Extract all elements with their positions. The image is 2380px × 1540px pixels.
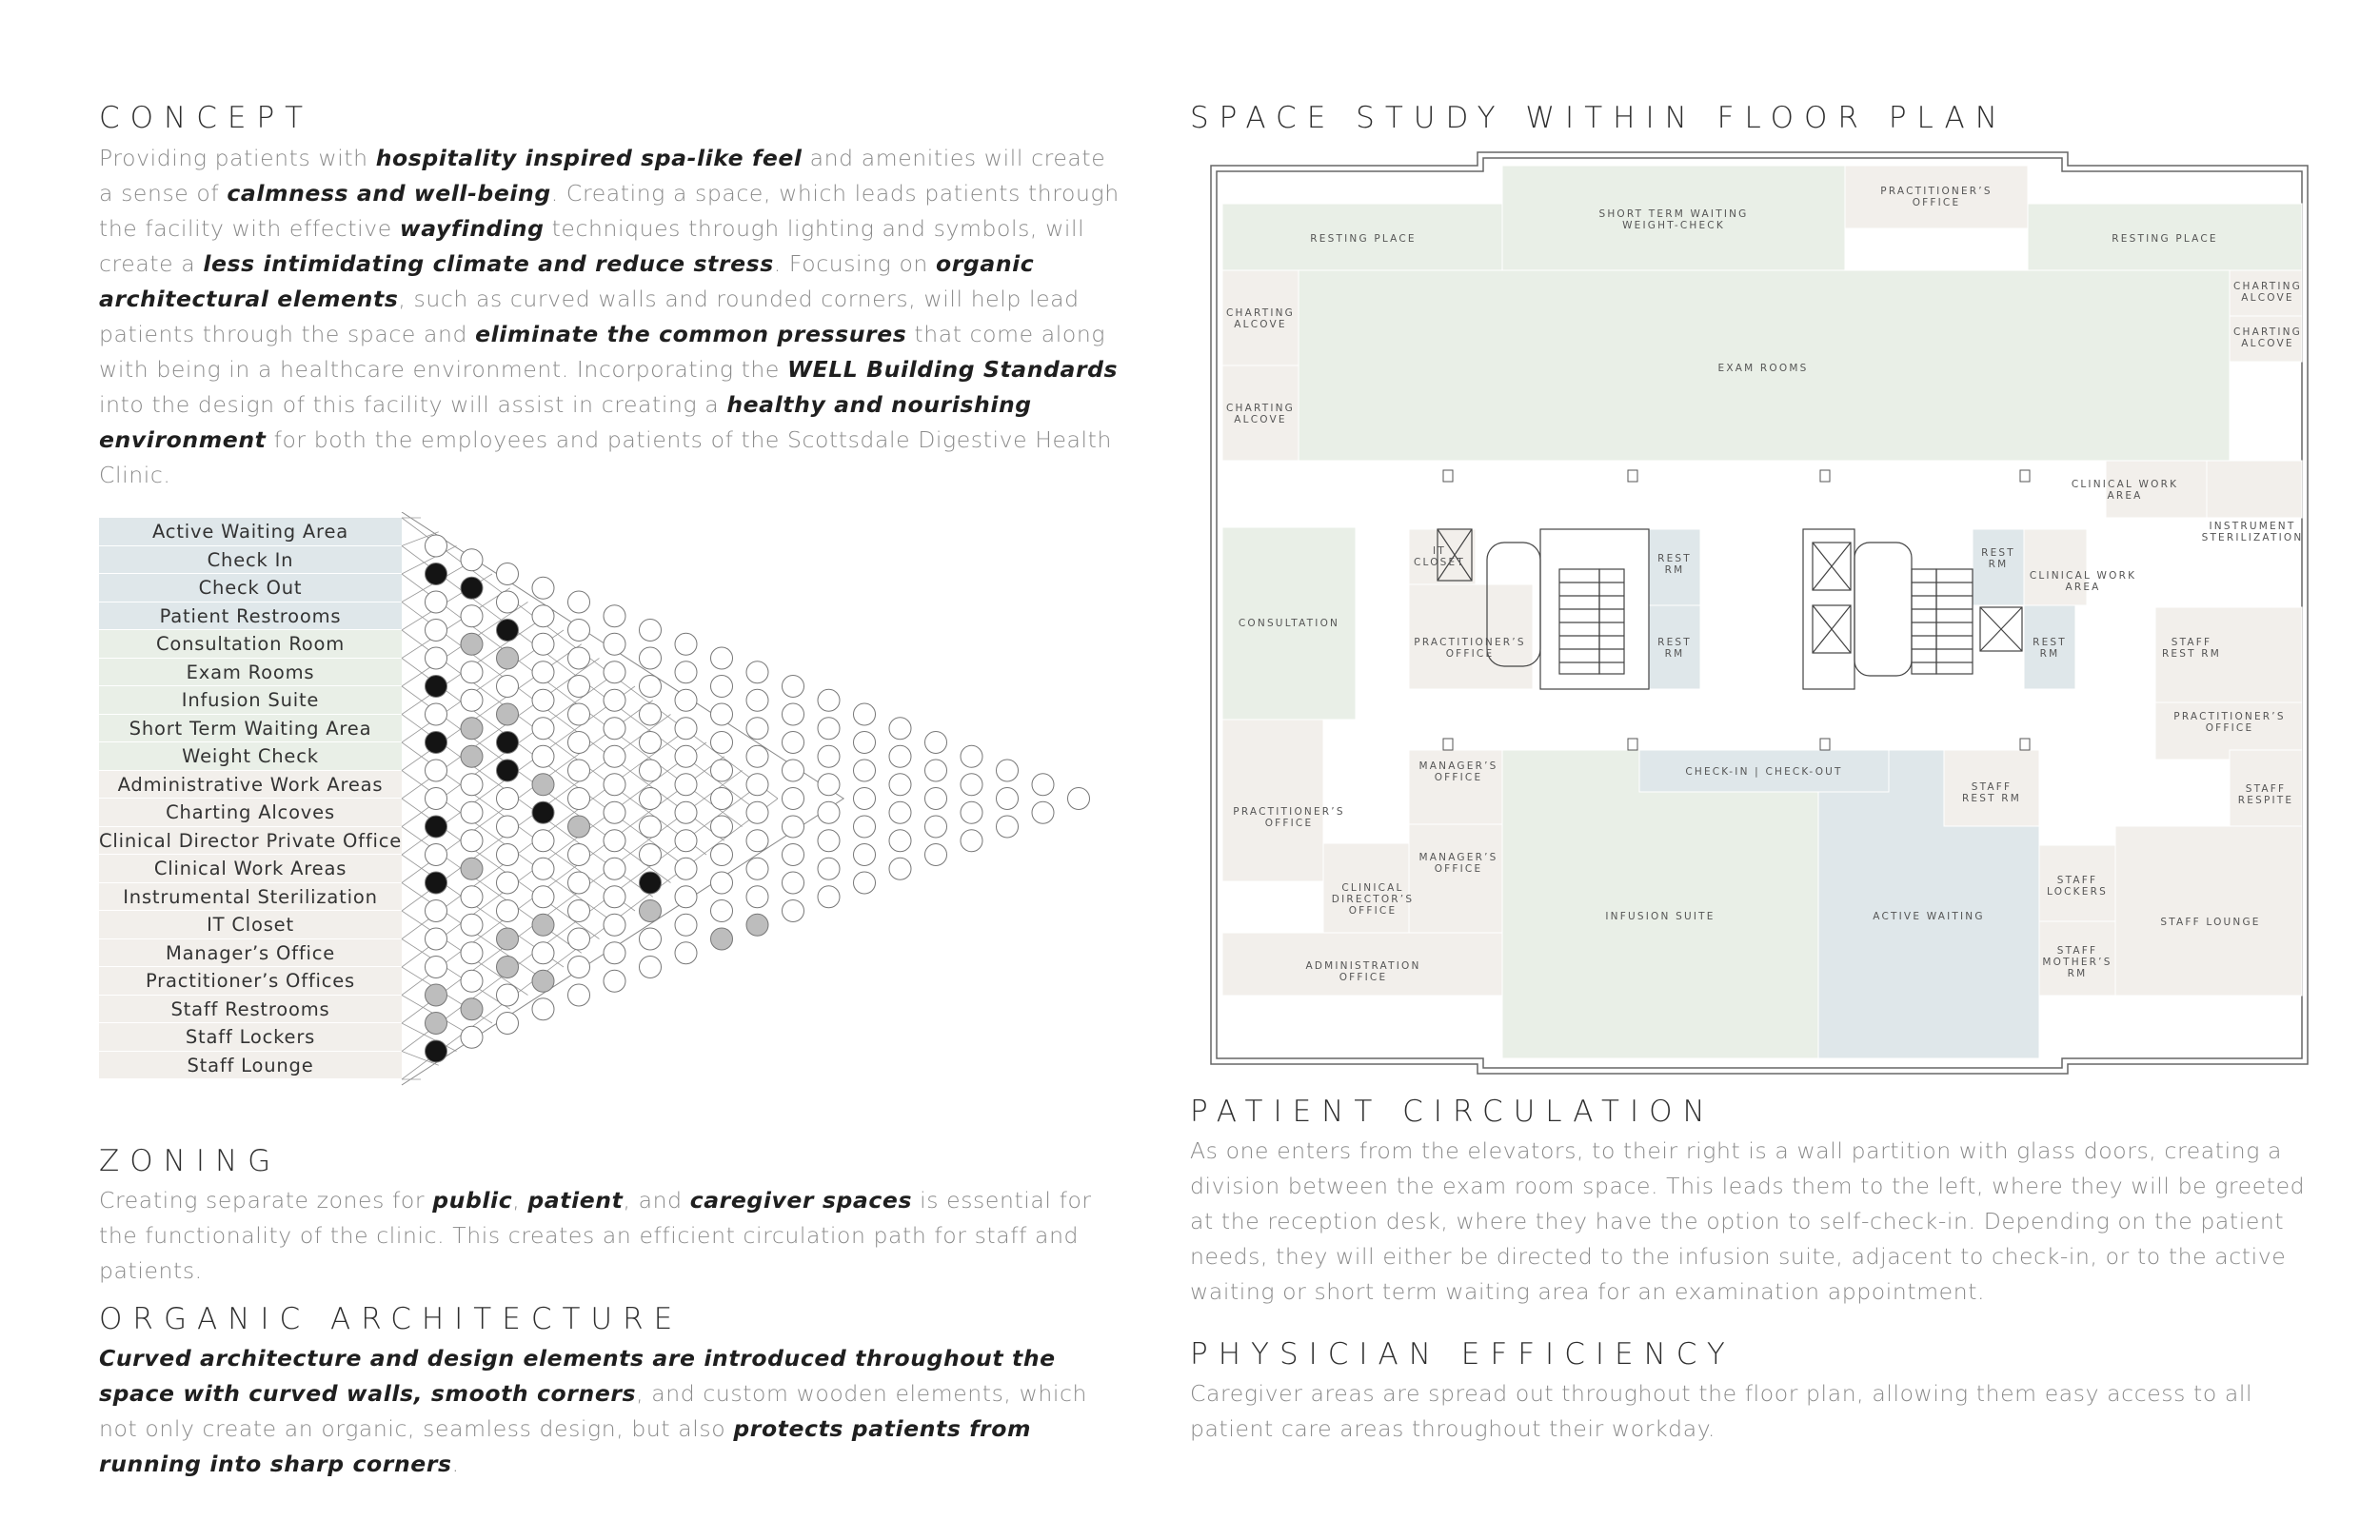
- body-text: , such as curved walls and rounded corners, will help lead patients through the space and: [99, 286, 1080, 347]
- zone-fills: [1222, 166, 2302, 1058]
- matrix-adjacency-dot: [854, 703, 876, 725]
- matrix-adjacency-dot: [426, 957, 447, 978]
- matrix-adjacency-dot: [818, 745, 840, 767]
- room-label: RESTING PLACE: [1310, 233, 1417, 245]
- matrix-adjacency-dot: [568, 844, 590, 866]
- matrix-adjacency-dot: [783, 732, 804, 754]
- room-label: EXAM ROOMS: [1717, 363, 1809, 374]
- room-label: PRACTITIONER’S OFFICE: [1880, 186, 1993, 208]
- matrix-adjacency-dot: [426, 591, 447, 613]
- room-label: REST RM: [1657, 553, 1692, 576]
- matrix-adjacency-dot: [711, 844, 733, 866]
- matrix-adjacency-dot: [568, 900, 590, 922]
- matrix-adjacency-dot: [818, 689, 840, 711]
- room-label: PRACTITIONER’S OFFICE: [1414, 637, 1526, 660]
- organic-architecture-heading: ORGANIC ARCHITECTURE: [99, 1302, 684, 1336]
- matrix-adjacency-dot: [1068, 788, 1090, 810]
- matrix-adjacency-dot: [783, 703, 804, 725]
- matrix-adjacency-dot: [961, 745, 982, 767]
- matrix-adjacency-dot: [426, 760, 447, 781]
- matrix-adjacency-dot: [818, 801, 840, 823]
- matrix-adjacency-dot: [461, 689, 483, 711]
- matrix-adjacency-dot: [604, 774, 625, 796]
- matrix-adjacency-dot: [426, 620, 447, 642]
- matrix-adjacency-dot: [497, 984, 519, 1006]
- matrix-row-label: Active Waiting Area: [99, 518, 402, 546]
- matrix-adjacency-dot: [675, 886, 697, 908]
- matrix-adjacency-dot: [675, 633, 697, 655]
- matrix-adjacency-dot: [497, 647, 519, 669]
- matrix-adjacency-dot: [497, 816, 519, 838]
- matrix-adjacency-dot: [461, 942, 483, 964]
- space-study-heading: SPACE STUDY WITHIN FLOOR PLAN: [1190, 101, 2008, 135]
- matrix-adjacency-dot: [461, 577, 483, 599]
- matrix-adjacency-dot: [568, 788, 590, 810]
- matrix-adjacency-dot: [461, 661, 483, 683]
- matrix-adjacency-dot: [532, 914, 554, 936]
- matrix-adjacency-dot: [497, 620, 519, 642]
- matrix-adjacency-dot: [640, 676, 662, 698]
- room-label: INFUSION SUITE: [1605, 911, 1716, 922]
- matrix-adjacency-dot: [604, 858, 625, 879]
- body-text: Creating separate zones for: [99, 1187, 433, 1214]
- matrix-adjacency-dot: [497, 732, 519, 754]
- physician-efficiency-heading: PHYSICIAN EFFICIENCY: [1190, 1337, 1735, 1372]
- matrix-adjacency-dot: [532, 745, 554, 767]
- matrix-adjacency-dot: [426, 872, 447, 894]
- matrix-adjacency-dot: [961, 774, 982, 796]
- matrix-adjacency-dot: [604, 718, 625, 740]
- matrix-adjacency-dot: [604, 661, 625, 683]
- room-label: CHARTING ALCOVE: [2232, 281, 2303, 304]
- matrix-adjacency-dot: [997, 760, 1019, 781]
- matrix-adjacency-dot: [711, 872, 733, 894]
- matrix-adjacency-dot: [497, 703, 519, 725]
- matrix-adjacency-dot: [497, 760, 519, 781]
- matrix-adjacency-dot: [711, 760, 733, 781]
- matrix-adjacency-dot: [461, 549, 483, 571]
- matrix-adjacency-dot: [746, 830, 768, 852]
- room-label: ADMINISTRATION OFFICE: [1305, 960, 1421, 983]
- matrix-adjacency-dot: [532, 718, 554, 740]
- room-label: ACTIVE WAITING: [1873, 911, 1985, 922]
- matrix-adjacency-dot: [1032, 774, 1054, 796]
- matrix-adjacency-dot: [532, 689, 554, 711]
- emphasis-text: eliminate the common pressures: [475, 321, 907, 347]
- matrix-adjacency-dot: [532, 998, 554, 1020]
- room-label: REST RM: [1657, 637, 1692, 660]
- matrix-adjacency-dot: [604, 830, 625, 852]
- matrix-adjacency-dot: [889, 718, 911, 740]
- matrix-adjacency-dot: [675, 774, 697, 796]
- room-label: MANAGER’S OFFICE: [1418, 760, 1498, 783]
- matrix-adjacency-dot: [604, 942, 625, 964]
- matrix-adjacency-dot: [461, 801, 483, 823]
- body-text: .: [451, 1451, 460, 1477]
- adjacency-matrix-labels: [99, 518, 402, 1079]
- body-text: for both the employees and patients of the Scottsdale Digestive Health Clinic.: [99, 426, 1112, 488]
- matrix-adjacency-dot: [461, 633, 483, 655]
- matrix-adjacency-dot: [640, 788, 662, 810]
- matrix-adjacency-dot: [426, 816, 447, 838]
- room-label: STAFF REST RM: [2161, 637, 2222, 660]
- matrix-adjacency-dot: [497, 957, 519, 978]
- matrix-adjacency-dot: [675, 858, 697, 879]
- matrix-adjacency-dot: [604, 745, 625, 767]
- matrix-adjacency-dot: [568, 676, 590, 698]
- matrix-adjacency-dot: [640, 844, 662, 866]
- room-label: CHARTING ALCOVE: [1225, 403, 1296, 425]
- matrix-adjacency-dot: [532, 801, 554, 823]
- matrix-adjacency-dot: [925, 788, 947, 810]
- matrix-adjacency-dot: [818, 886, 840, 908]
- matrix-adjacency-dot: [426, 535, 447, 557]
- organic-architecture-paragraph: [99, 1341, 1127, 1482]
- matrix-adjacency-dot: [854, 788, 876, 810]
- matrix-adjacency-dot: [461, 745, 483, 767]
- matrix-adjacency-dot: [997, 816, 1019, 838]
- matrix-row-label: Check Out: [99, 574, 402, 602]
- matrix-row-label: Staff Lounge: [99, 1052, 402, 1080]
- floor-plan: [1201, 145, 2321, 1077]
- matrix-adjacency-dot: [640, 872, 662, 894]
- matrix-row-label: Practitioner’s Offices: [99, 967, 402, 996]
- body-text: . Focusing on: [773, 250, 936, 277]
- body-text: Caregiver areas are spread out throughout the floor plan, allowing them easy access to all patient care areas throughout their workday.: [1190, 1380, 2253, 1442]
- matrix-row-label: Staff Lockers: [99, 1023, 402, 1052]
- concept-paragraph: [99, 141, 1127, 493]
- matrix-adjacency-dot: [854, 844, 876, 866]
- matrix-adjacency-dot: [497, 788, 519, 810]
- room-label: STAFF MOTHER’S RM: [2042, 945, 2112, 979]
- body-text: As one enters from the elevators, to their right is a wall partition with glass doors, creating a division between the exam room space. This leads them to the left, where they will be greeted at the reception desk, where they have the option to self-check-in. Depending on the patient needs, they will either be directed to the infusion suite, adjacent to check-in, or to the active waiting or short term waiting area for an examination appointment.: [1190, 1137, 2306, 1305]
- matrix-adjacency-dot: [783, 788, 804, 810]
- matrix-adjacency-dot: [426, 732, 447, 754]
- room-label: CONSULTATION: [1238, 618, 1340, 629]
- matrix-row-label: Short Term Waiting Area: [99, 715, 402, 743]
- zoning-heading: ZONING: [99, 1144, 282, 1178]
- body-text: and amenities will create a sense of: [99, 145, 1106, 207]
- matrix-adjacency-dot: [426, 647, 447, 669]
- matrix-adjacency-dot: [426, 928, 447, 950]
- matrix-adjacency-dot: [568, 620, 590, 642]
- matrix-row-label: Charting Alcoves: [99, 799, 402, 827]
- matrix-adjacency-dot: [746, 661, 768, 683]
- matrix-adjacency-dot: [640, 816, 662, 838]
- room-label: MANAGER’S OFFICE: [1418, 852, 1498, 875]
- room-label: CLINICAL WORK AREA: [2029, 570, 2137, 593]
- body-text: . Creating a space, which leads patients through the facility with effective: [99, 180, 1120, 242]
- matrix-adjacency-dot: [711, 703, 733, 725]
- matrix-adjacency-dot: [675, 745, 697, 767]
- matrix-adjacency-dot: [568, 928, 590, 950]
- body-text: Providing patients with: [99, 145, 376, 171]
- room-label: PRACTITIONER’S OFFICE: [2173, 711, 2286, 734]
- matrix-adjacency-dot: [675, 718, 697, 740]
- room-label: STAFF RESPITE: [2237, 783, 2294, 806]
- emphasis-text: wayfinding: [399, 215, 545, 242]
- matrix-adjacency-dot: [568, 816, 590, 838]
- matrix-adjacency-dot: [532, 577, 554, 599]
- matrix-adjacency-dot: [568, 647, 590, 669]
- matrix-adjacency-dot: [711, 676, 733, 698]
- matrix-grid-line: [402, 588, 510, 659]
- matrix-adjacency-dot: [746, 718, 768, 740]
- matrix-adjacency-dot: [461, 774, 483, 796]
- emphasis-text: WELL Building Standards: [787, 356, 1119, 383]
- room-instrument-sterilization: [2207, 461, 2302, 518]
- matrix-adjacency-dot: [426, 563, 447, 585]
- matrix-adjacency-dot: [783, 760, 804, 781]
- matrix-adjacency-dot: [568, 872, 590, 894]
- emphasis-text: healthy and nourishing environment: [99, 391, 1032, 453]
- physician-efficiency-paragraph: [1190, 1376, 2313, 1447]
- matrix-adjacency-dot: [532, 942, 554, 964]
- matrix-adjacency-dot: [746, 745, 768, 767]
- emphasis-text: public: [432, 1187, 513, 1214]
- matrix-adjacency-dot: [532, 858, 554, 879]
- body-text: that come along with being in a healthcare environment. Incorporating the: [99, 321, 1106, 383]
- matrix-adjacency-dot: [961, 830, 982, 852]
- matrix-adjacency-dot: [532, 605, 554, 627]
- matrix-adjacency-dot: [532, 633, 554, 655]
- matrix-row-label: Consultation Room: [99, 630, 402, 659]
- matrix-adjacency-dot: [497, 872, 519, 894]
- matrix-adjacency-dot: [640, 928, 662, 950]
- matrix-row-label: Infusion Suite: [99, 686, 402, 715]
- room-label: CHARTING ALCOVE: [2232, 326, 2303, 349]
- matrix-row-label: Weight Check: [99, 742, 402, 771]
- matrix-adjacency-dot: [568, 760, 590, 781]
- matrix-adjacency-dot: [746, 886, 768, 908]
- matrix-adjacency-dot: [746, 774, 768, 796]
- matrix-adjacency-dot: [746, 914, 768, 936]
- room-label: PRACTITIONER’S OFFICE: [1233, 806, 1345, 829]
- matrix-adjacency-dot: [532, 661, 554, 683]
- emphasis-text: patient: [527, 1187, 624, 1214]
- body-text: techniques through lighting and symbols, will create a: [99, 215, 1085, 277]
- matrix-adjacency-dot: [568, 732, 590, 754]
- matrix-row-label: Instrumental Sterilization: [99, 883, 402, 912]
- matrix-adjacency-dot: [426, 984, 447, 1006]
- matrix-adjacency-dot: [426, 703, 447, 725]
- matrix-adjacency-dot: [604, 605, 625, 627]
- emphasis-text: hospitality inspired spa-like feel: [375, 145, 803, 171]
- patient-circulation-paragraph: [1190, 1134, 2313, 1310]
- emphasis-text: caregiver spaces: [689, 1187, 913, 1214]
- matrix-adjacency-dot: [889, 830, 911, 852]
- matrix-adjacency-dot: [818, 830, 840, 852]
- matrix-adjacency-dot: [461, 830, 483, 852]
- matrix-adjacency-dot: [461, 886, 483, 908]
- emphasis-text: organic architectural elements: [99, 250, 1035, 312]
- body-text: ,: [512, 1187, 528, 1214]
- matrix-adjacency-dot: [640, 732, 662, 754]
- matrix-adjacency-dot: [604, 886, 625, 908]
- body-text: is essential for the functionality of the clinic. This creates an efficient circulation path for staff and patients.: [99, 1187, 1092, 1284]
- matrix-adjacency-dot: [640, 703, 662, 725]
- matrix-adjacency-dot: [925, 816, 947, 838]
- matrix-adjacency-dot: [889, 801, 911, 823]
- room-clinical-work-area-2: [2024, 529, 2087, 605]
- matrix-adjacency-dot: [818, 858, 840, 879]
- matrix-adjacency-dot: [675, 830, 697, 852]
- matrix-adjacency-dot: [640, 760, 662, 781]
- matrix-adjacency-dot: [461, 998, 483, 1020]
- room-label: INSTRUMENT STERILIZATION: [2201, 521, 2304, 543]
- matrix-adjacency-dot: [604, 914, 625, 936]
- matrix-adjacency-dot: [461, 718, 483, 740]
- matrix-adjacency-dot: [568, 957, 590, 978]
- matrix-adjacency-dot: [783, 844, 804, 866]
- room-label: STAFF LOUNGE: [2160, 917, 2261, 928]
- matrix-adjacency-dot: [497, 676, 519, 698]
- matrix-adjacency-dot: [675, 661, 697, 683]
- matrix-adjacency-dot: [818, 718, 840, 740]
- matrix-adjacency-dot: [997, 788, 1019, 810]
- matrix-adjacency-dot: [604, 801, 625, 823]
- matrix-adjacency-dot: [711, 900, 733, 922]
- room-label: CLINICAL DIRECTOR’S OFFICE: [1331, 882, 1415, 917]
- matrix-adjacency-dot: [604, 689, 625, 711]
- matrix-adjacency-dot: [854, 732, 876, 754]
- matrix-adjacency-dot: [568, 591, 590, 613]
- matrix-adjacency-dot: [854, 872, 876, 894]
- matrix-adjacency-dot: [461, 1026, 483, 1048]
- matrix-adjacency-dot: [497, 900, 519, 922]
- matrix-adjacency-dot: [675, 942, 697, 964]
- matrix-adjacency-dot: [818, 774, 840, 796]
- matrix-adjacency-dot: [426, 900, 447, 922]
- emphasis-text: calmness and well-being: [227, 180, 551, 207]
- matrix-adjacency-dot: [604, 970, 625, 992]
- matrix-adjacency-dot: [711, 647, 733, 669]
- room-label: REST RM: [1981, 547, 2015, 570]
- matrix-adjacency-dot: [497, 844, 519, 866]
- matrix-adjacency-dot: [532, 774, 554, 796]
- matrix-adjacency-dot: [640, 647, 662, 669]
- matrix-adjacency-dot: [746, 858, 768, 879]
- matrix-row-label: Staff Restrooms: [99, 996, 402, 1024]
- body-text: , and custom wooden elements, which not only create an organic, seamless design, but also: [99, 1380, 1088, 1442]
- matrix-adjacency-dot: [461, 605, 483, 627]
- room-label: STAFF LOCKERS: [2047, 875, 2108, 898]
- matrix-adjacency-dot: [532, 886, 554, 908]
- adjacency-matrix-grid: [398, 512, 1123, 1093]
- patient-circulation-heading: PATIENT CIRCULATION: [1190, 1095, 1716, 1129]
- matrix-adjacency-dot: [461, 970, 483, 992]
- matrix-adjacency-dot: [925, 844, 947, 866]
- matrix-adjacency-dot: [746, 689, 768, 711]
- matrix-row-label: Exam Rooms: [99, 659, 402, 687]
- emphasis-text: protects patients from running into sharp corners: [99, 1415, 1032, 1477]
- matrix-adjacency-dot: [640, 957, 662, 978]
- emphasis-text: Curved architecture and design elements are introduced throughout the space with curved walls, smooth corners: [99, 1345, 1056, 1407]
- concept-heading: CONCEPT: [99, 101, 314, 135]
- matrix-adjacency-dot: [854, 760, 876, 781]
- matrix-adjacency-dot: [426, 1013, 447, 1035]
- zoning-paragraph: [99, 1183, 1127, 1289]
- matrix-adjacency-dot: [568, 703, 590, 725]
- matrix-adjacency-dot: [746, 801, 768, 823]
- matrix-adjacency-dot: [925, 760, 947, 781]
- matrix-row-label: Patient Restrooms: [99, 602, 402, 631]
- matrix-adjacency-dot: [783, 676, 804, 698]
- matrix-row-label: Clinical Work Areas: [99, 855, 402, 883]
- room-label: CHECK-IN | CHECK-OUT: [1685, 766, 1843, 778]
- room-label: SHORT TERM WAITING WEIGHT-CHECK: [1598, 208, 1749, 231]
- matrix-adjacency-dot: [497, 591, 519, 613]
- room-label: IT CLOSET: [1414, 545, 1465, 568]
- matrix-adjacency-dot: [889, 858, 911, 879]
- matrix-adjacency-dot: [426, 788, 447, 810]
- matrix-adjacency-dot: [1032, 801, 1054, 823]
- room-managers-office-2: [1409, 824, 1502, 933]
- matrix-adjacency-dot: [854, 816, 876, 838]
- room-label: STAFF REST RM: [1961, 781, 2022, 804]
- matrix-adjacency-dot: [711, 732, 733, 754]
- matrix-row-label: Check In: [99, 546, 402, 575]
- room-label: CLINICAL WORK AREA: [2071, 479, 2179, 502]
- matrix-row-label: Administrative Work Areas: [99, 771, 402, 800]
- room-staff-lounge: [2115, 826, 2302, 996]
- matrix-adjacency-dot: [461, 914, 483, 936]
- matrix-adjacency-dot: [783, 900, 804, 922]
- body-text: , and: [623, 1187, 690, 1214]
- matrix-adjacency-dot: [783, 872, 804, 894]
- matrix-adjacency-dot: [426, 676, 447, 698]
- room-infusion-suite: [1502, 750, 1818, 1058]
- emphasis-text: less intimidating climate and reduce stress: [203, 250, 774, 277]
- room-label: CHARTING ALCOVE: [1225, 307, 1296, 330]
- matrix-row-label: IT Closet: [99, 911, 402, 939]
- matrix-grid-line: [402, 939, 510, 1010]
- matrix-adjacency-dot: [568, 984, 590, 1006]
- matrix-adjacency-dot: [675, 689, 697, 711]
- matrix-adjacency-dot: [889, 745, 911, 767]
- matrix-adjacency-dot: [497, 1013, 519, 1035]
- matrix-adjacency-dot: [604, 633, 625, 655]
- matrix-adjacency-dot: [532, 970, 554, 992]
- matrix-adjacency-dot: [783, 816, 804, 838]
- matrix-adjacency-dot: [532, 830, 554, 852]
- matrix-adjacency-dot: [675, 801, 697, 823]
- matrix-adjacency-dot: [640, 620, 662, 642]
- room-label: RESTING PLACE: [2112, 233, 2218, 245]
- matrix-adjacency-dot: [675, 914, 697, 936]
- matrix-adjacency-dot: [961, 801, 982, 823]
- matrix-adjacency-dot: [925, 732, 947, 754]
- matrix-adjacency-dot: [497, 563, 519, 585]
- matrix-adjacency-dot: [461, 858, 483, 879]
- matrix-row-label: Manager’s Office: [99, 939, 402, 968]
- matrix-row-label: Clinical Director Private Office: [99, 827, 402, 856]
- matrix-adjacency-dot: [426, 844, 447, 866]
- matrix-adjacency-dot: [640, 900, 662, 922]
- matrix-adjacency-dot: [711, 928, 733, 950]
- room-practitioners-office-left: [1222, 720, 1323, 881]
- matrix-adjacency-dot: [426, 1040, 447, 1062]
- matrix-adjacency-dot: [497, 928, 519, 950]
- matrix-adjacency-dot: [711, 788, 733, 810]
- matrix-adjacency-dot: [889, 774, 911, 796]
- room-label: REST RM: [2033, 637, 2067, 660]
- body-text: into the design of this facility will assist in creating a: [99, 391, 727, 418]
- matrix-adjacency-dot: [711, 816, 733, 838]
